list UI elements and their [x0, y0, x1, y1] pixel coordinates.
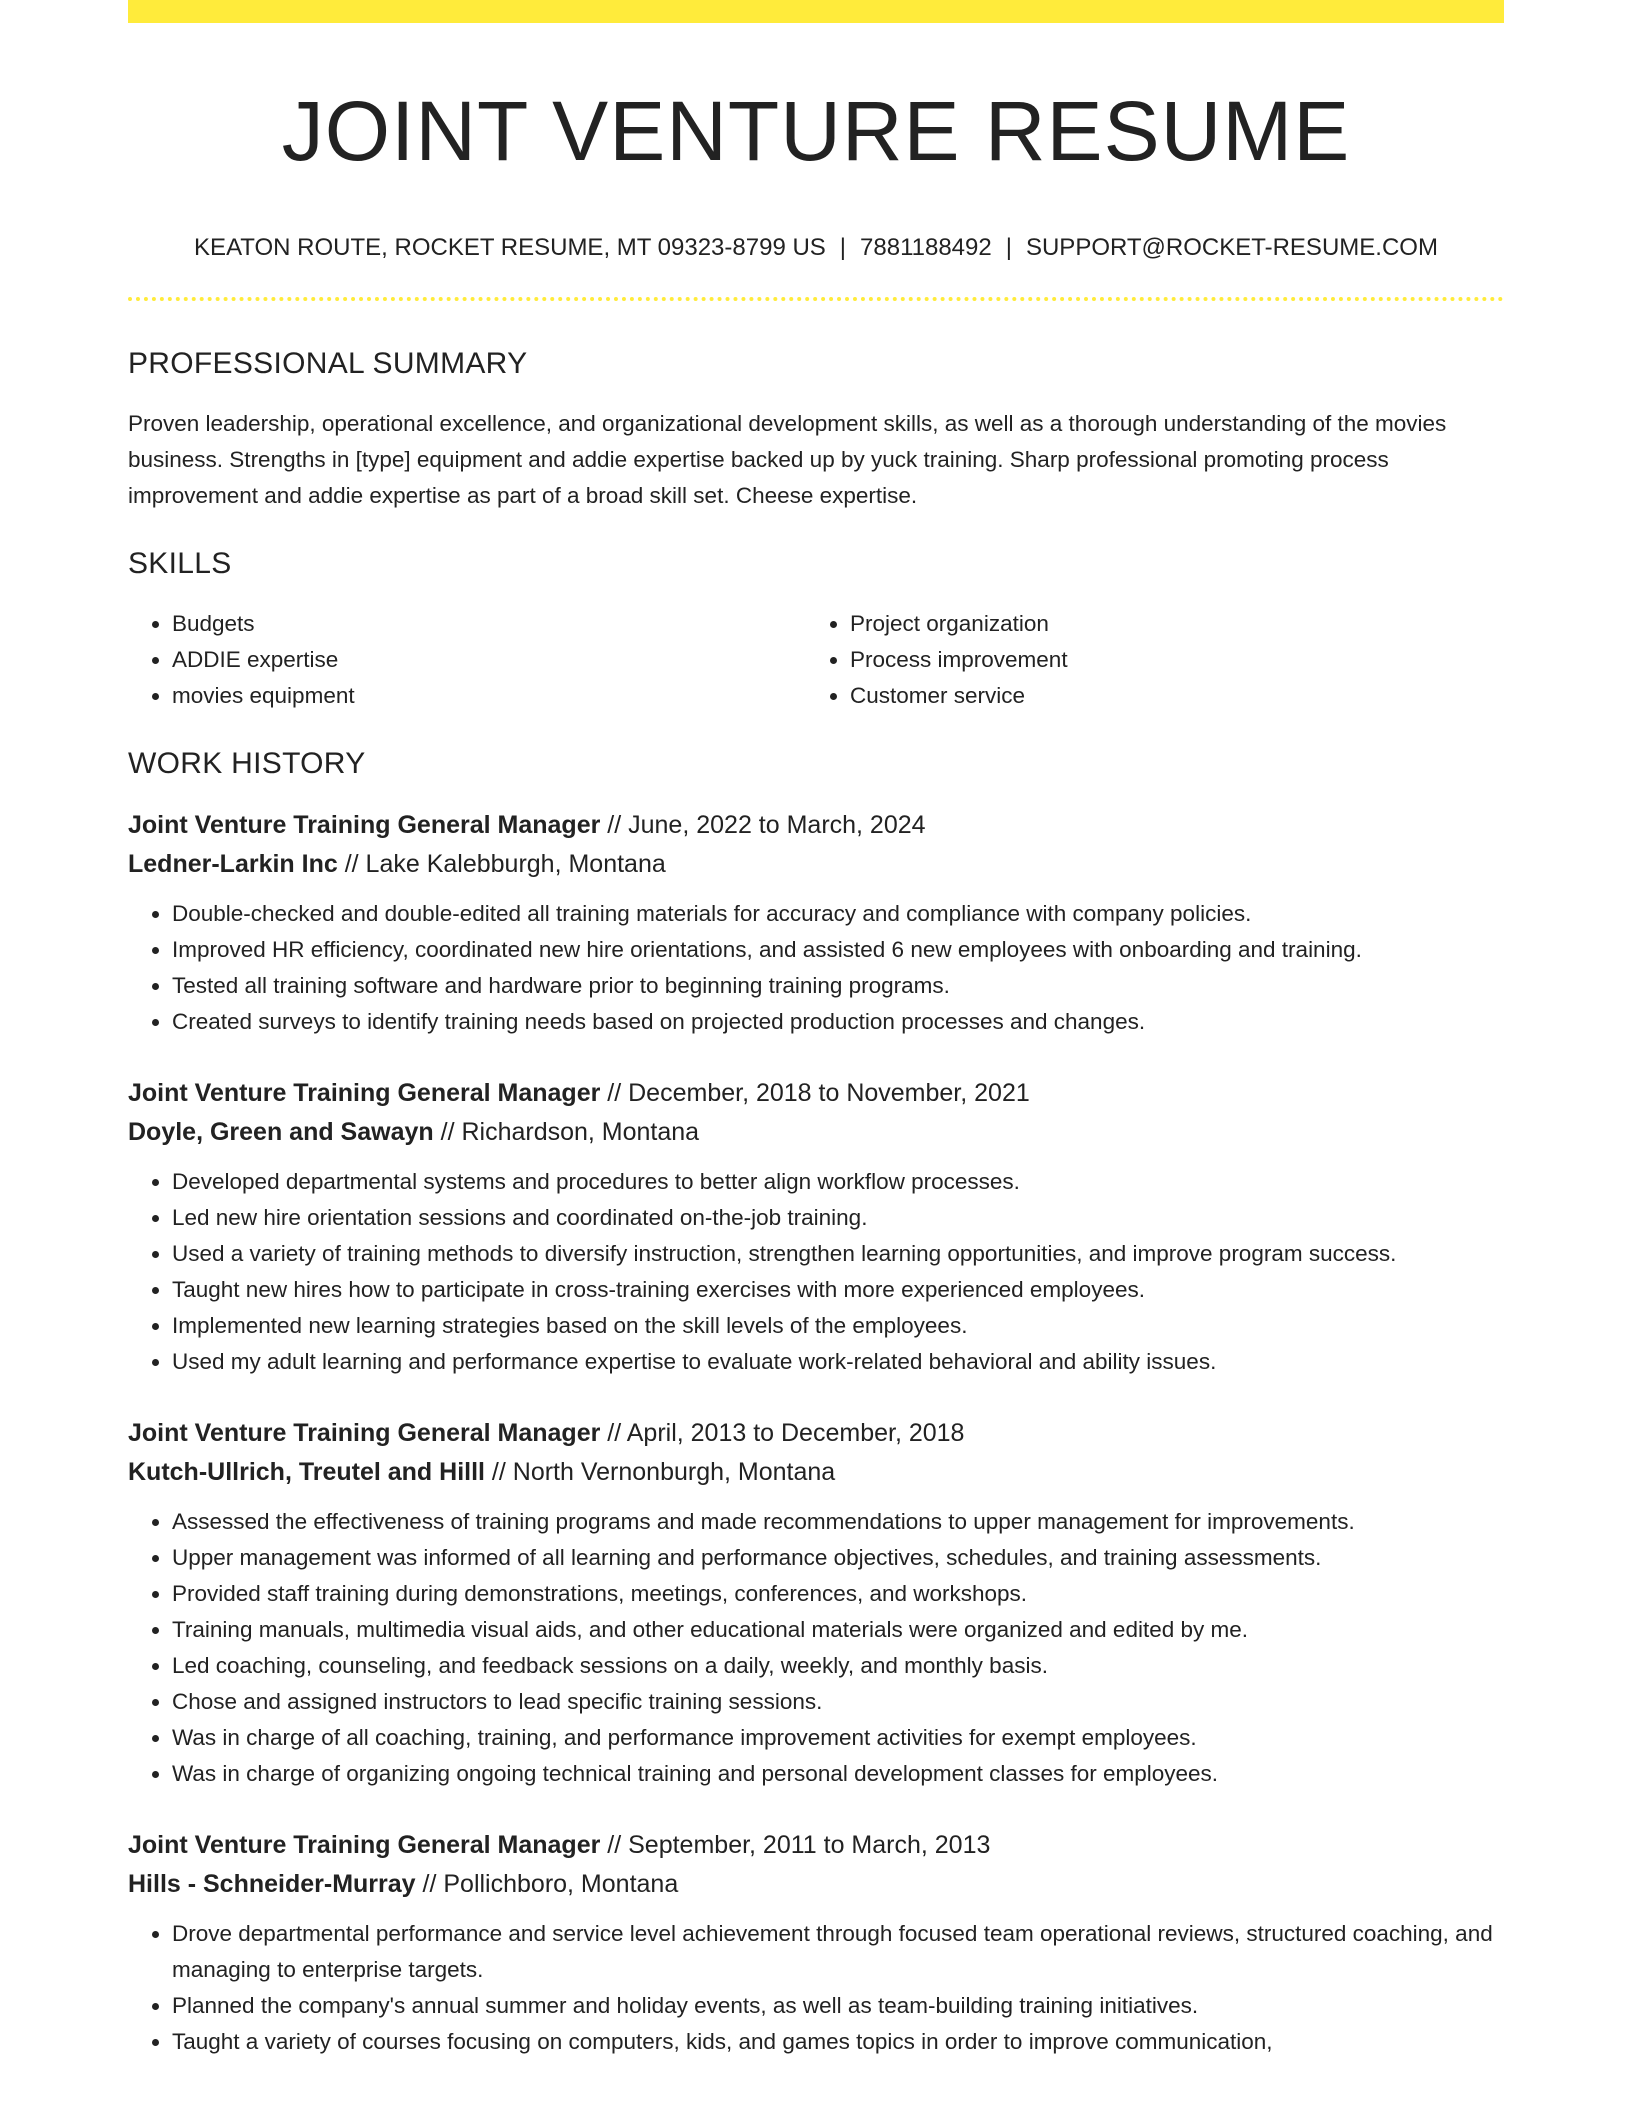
job-location: // North Vernonburgh, Montana — [484, 1458, 836, 1486]
section-title-skills: SKILLS — [128, 547, 232, 580]
job-bullet: • Used a variety of training methods to diversify instruction, strengthen learning opportunities, and improve program success. — [172, 1236, 1504, 1272]
job-bullet: • Taught new hires how to participate in cross-training exercises with more experienced employees. — [172, 1272, 1504, 1308]
job-title: Joint Venture Training General Manager — [128, 811, 601, 839]
skill-item: • Budgets — [172, 606, 806, 642]
job-title: Joint Venture Training General Manager — [128, 1419, 601, 1447]
job-bullet: • Drove departmental performance and service level achievement through focused team operational reviews, structured coaching, and managing to enterprise targets. — [172, 1916, 1504, 1988]
job-dates: // June, 2022 to March, 2024 — [600, 811, 926, 839]
skill-item: • Customer service — [850, 678, 1484, 714]
contact-email: SUPPORT@ROCKET-RESUME.COM — [1025, 234, 1438, 261]
contact-separator: | — [839, 234, 847, 261]
skills-column-left — [128, 606, 806, 714]
dotted-divider — [128, 297, 1504, 301]
contact-separator: | — [1005, 234, 1012, 261]
section-title-summary: PROFESSIONAL SUMMARY — [128, 347, 528, 380]
job-entry — [128, 1414, 1504, 1792]
job-bullet: • Developed departmental systems and procedures to better align workflow processes. — [172, 1164, 1504, 1200]
job-entry — [128, 1826, 1504, 2060]
job-bullets — [128, 896, 1504, 1040]
job-bullet: • Used my adult learning and performance expertise to evaluate work-related behavioral and ability issues. — [172, 1344, 1504, 1380]
skill-item: • movies equipment — [172, 678, 806, 714]
job-company: Ledner-Larkin Inc — [128, 850, 338, 878]
job-bullet: • Created surveys to identify training needs based on projected production processes and changes. — [172, 1004, 1504, 1040]
job-title-line — [128, 1414, 1504, 1453]
skill-item: • ADDIE expertise — [172, 642, 806, 678]
job-bullet: • Led coaching, counseling, and feedback sessions on a daily, weekly, and monthly basis. — [172, 1648, 1504, 1684]
contact-line — [128, 233, 1504, 263]
job-company-line — [128, 1865, 1504, 1904]
job-bullet: • Chose and assigned instructors to lead specific training sessions. — [172, 1684, 1504, 1720]
job-title: Joint Venture Training General Manager — [128, 1079, 601, 1107]
job-bullet: • Implemented new learning strategies based on the skill levels of the employees. — [172, 1308, 1504, 1344]
job-bullets — [128, 1504, 1504, 1792]
job-location: // Lake Kalebburgh, Montana — [337, 850, 666, 878]
job-bullet: • Training manuals, multimedia visual aids, and other educational materials were organized and edited by me. — [172, 1612, 1504, 1648]
summary-text: Proven leadership, operational excellence, and organizational development skills, as well as a thorough understanding of the movies business. Strengths in [type] equipment and addie expertise backed up by yuck training. Sharp professional promoting process improvement and addie expertise as part of a broad skill set. Cheese expertise. — [128, 411, 1447, 508]
resume-page — [128, 0, 1504, 2060]
skills-list — [128, 606, 1504, 714]
job-bullet: • Tested all training software and hardware prior to beginning training programs. — [172, 968, 1504, 1004]
job-dates: // December, 2018 to November, 2021 — [600, 1079, 1030, 1107]
top-accent-bar — [128, 0, 1504, 23]
job-dates: // September, 2011 to March, 2013 — [600, 1831, 991, 1859]
job-bullet: • Provided staff training during demonstrations, meetings, conferences, and workshops. — [172, 1576, 1504, 1612]
contact-phone: 7881188492 — [860, 234, 992, 261]
job-company-line — [128, 845, 1504, 884]
job-entry — [128, 1074, 1504, 1380]
job-company-line — [128, 1113, 1504, 1152]
job-bullets — [128, 1916, 1504, 2060]
resume-title: JOINT VENTURE RESUME — [281, 84, 1351, 178]
job-title-line — [128, 1074, 1504, 1113]
job-dates: // April, 2013 to December, 2018 — [600, 1419, 965, 1447]
job-location: // Richardson, Montana — [433, 1118, 700, 1146]
job-bullet: • Was in charge of all coaching, training, and performance improvement activities for exempt employees. — [172, 1720, 1504, 1756]
job-entry — [128, 806, 1504, 1040]
job-company-line — [128, 1453, 1504, 1492]
job-bullet: • Led new hire orientation sessions and coordinated on-the-job training. — [172, 1200, 1504, 1236]
job-bullet: • Taught a variety of courses focusing on computers, kids, and games topics in order to improve communication, — [172, 2024, 1504, 2060]
job-bullet: • Double-checked and double-edited all training materials for accuracy and compliance with company policies. — [172, 896, 1504, 932]
job-company: Kutch-Ullrich, Treutel and Hilll — [128, 1458, 485, 1486]
job-bullet: • Improved HR efficiency, coordinated new hire orientations, and assisted 6 new employees with onboarding and training. — [172, 932, 1504, 968]
job-company: Hills - Schneider-Murray — [128, 1870, 416, 1898]
job-location: // Pollichboro, Montana — [415, 1870, 679, 1898]
job-bullets — [128, 1164, 1504, 1380]
contact-address: KEATON ROUTE, ROCKET RESUME, MT 09323-8799 US — [194, 234, 826, 261]
skill-item: • Process improvement — [850, 642, 1484, 678]
job-bullet: • Assessed the effectiveness of training programs and made recommendations to upper management for improvements. — [172, 1504, 1504, 1540]
job-bullet: • Planned the company's annual summer and holiday events, as well as team-building training initiatives. — [172, 1988, 1504, 2024]
skills-column-right — [806, 606, 1484, 714]
job-bullet: • Was in charge of organizing ongoing technical training and personal development classes for employees. — [172, 1756, 1504, 1792]
section-title-work-history: WORK HISTORY — [128, 747, 366, 780]
job-title: Joint Venture Training General Manager — [128, 1831, 601, 1859]
job-title-line — [128, 1826, 1504, 1865]
skill-item: • Project organization — [850, 606, 1484, 642]
job-bullet: • Upper management was informed of all learning and performance objectives, schedules, and training assessments. — [172, 1540, 1504, 1576]
job-title-line — [128, 806, 1504, 845]
job-company: Doyle, Green and Sawayn — [128, 1118, 434, 1146]
